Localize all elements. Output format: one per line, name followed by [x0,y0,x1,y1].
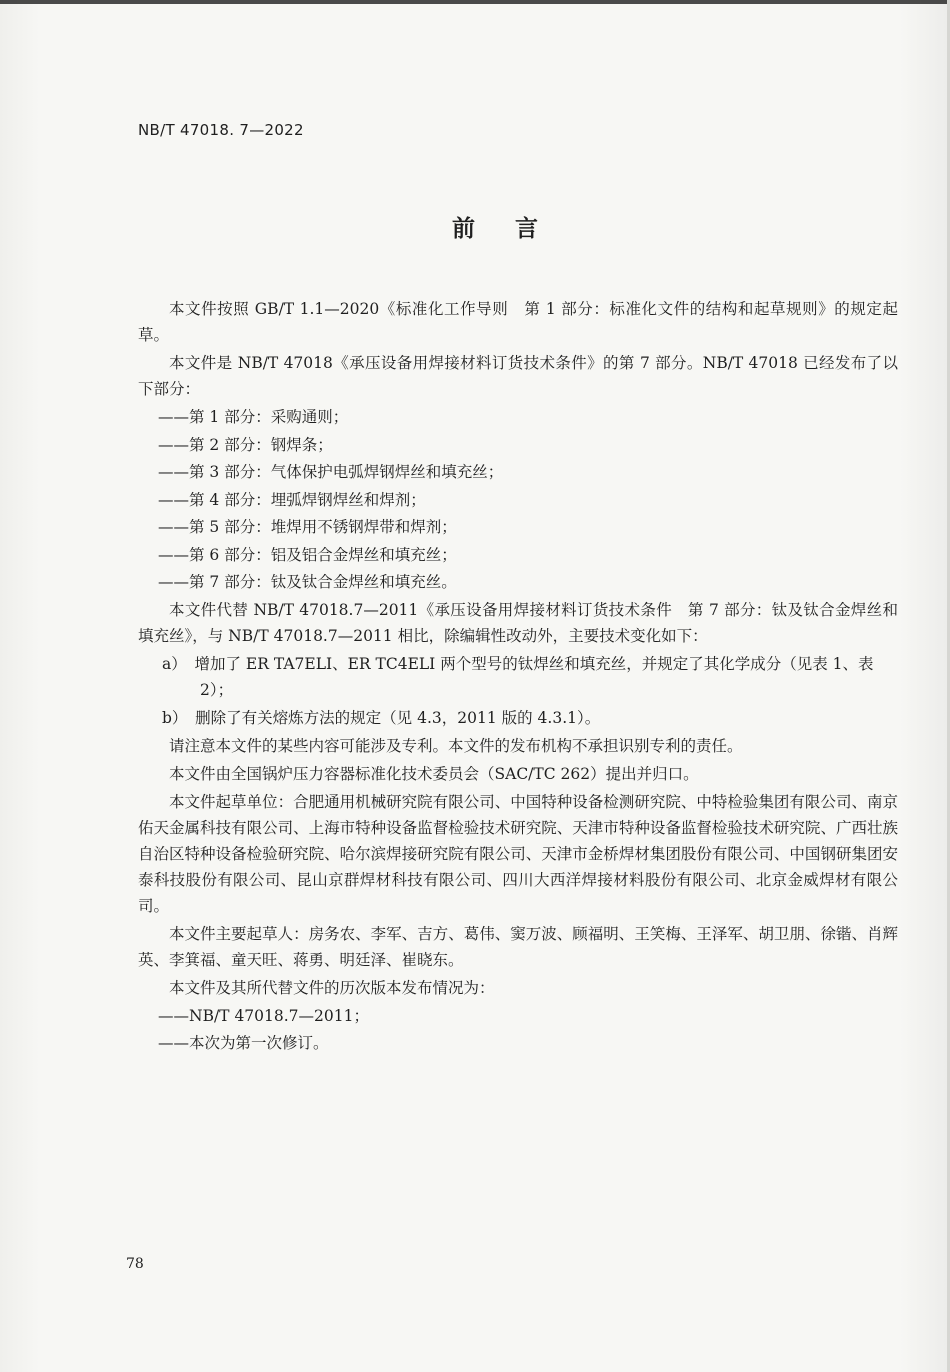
list-item: ——本次为第一次修订。 [158,1034,329,1052]
paragraph-committee: 本文件由全国锅炉压力容器标准化技术委员会（SAC/TC 262）提出并归口。 [169,764,699,783]
page-number: 78 [126,1256,144,1272]
scan-edge-top [0,0,950,4]
document-code: NB/T 47018. 7—2022 [138,121,304,139]
list-item: ——第 1 部分：采购通则； [158,408,349,426]
page-title: 前言 [452,216,578,242]
paragraph-series: 本文件是 NB/T 47018《承压设备用焊接材料订货技术条件》的第 7 部分。NB/T 47018 已经发布了以下部分： [138,354,898,398]
changes-list [138,651,898,731]
paragraph-drafters: 本文件主要起草人：房务农、李军、吉方、葛伟、窦万波、顾福明、王笑梅、王泽军、胡卫朋、徐锴、肖辉英、李箕福、童天旺、蒋勇、明廷泽、崔晓东。 [138,924,898,969]
parts-list [138,404,898,595]
history-list [138,1003,898,1057]
document-body [138,296,898,1058]
list-item: a） 增加了 ER TA7ELI、ER TC4ELI 两个型号的钛焊丝和填充丝，并规定了其化学成分（见表 1、表 2）； [162,654,874,699]
list-item: ——第 5 部分：堆焊用不锈钢焊带和焊剂； [158,518,457,536]
list-item: ——NB/T 47018.7—2011； [158,1006,369,1025]
list-item: ——第 7 部分：钛及钛合金焊丝和填充丝。 [158,573,457,591]
paragraph-history: 本文件及其所代替文件的历次版本发布情况为： [169,978,495,997]
list-item: b） 删除了有关熔炼方法的规定（见 4.3，2011 版的 4.3.1）。 [162,708,601,727]
paragraph-drafting-units: 本文件起草单位：合肥通用机械研究院有限公司、中国特种设备检测研究院、中特检验集团有限公司、南京佑天金属科技有限公司、上海市特种设备监督检验技术研究院、天津市特种设备监督检验技术研究院、广西壮族自治区特种设备检验研究院、哈尔滨焊接研究院有限公司、天津市金桥焊材集团股份有限公司、中国钢研集团安泰科技股份有限公司、昆山京群焊材科技有限公司、四川大西洋焊接材料股份有限公司、北京金威焊材有限公司。 [138,792,898,915]
list-item: ——第 2 部分：钢焊条； [158,435,333,454]
paragraph-patent: 请注意本文件的某些内容可能涉及专利。本文件的发布机构不承担识别专利的责任。 [169,736,743,755]
list-item: ——第 4 部分：埋弧焊钢焊丝和焊剂； [158,490,426,509]
list-item: ——第 3 部分：气体保护电弧焊钢焊丝和填充丝； [158,463,504,481]
paragraph-basis: 本文件按照 GB/T 1.1—2020《标准化工作导则 第 1 部分：标准化文件的结构和起草规则》的规定起草。 [138,300,898,344]
paragraph-replaces: 本文件代替 NB/T 47018.7—2011《承压设备用焊接材料订货技术条件 第 7 部分：钛及钛合金焊丝和填充丝》，与 NB/T 47018.7—2011 相比，除编辑性改动外，主要技术变化如下： [138,600,898,645]
list-item: ——第 6 部分：铝及铝合金焊丝和填充丝； [158,545,457,564]
